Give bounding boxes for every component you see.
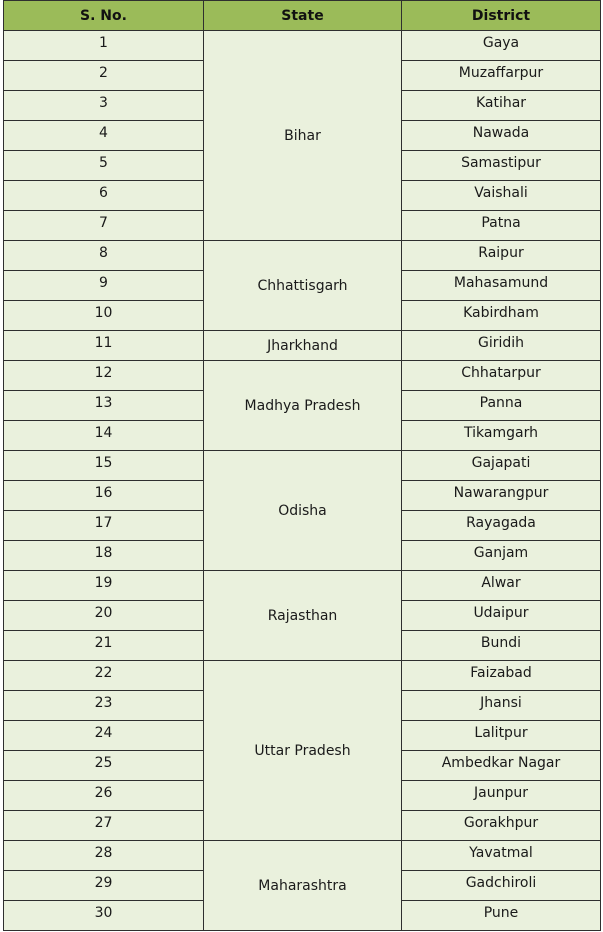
serial-number-cell: 25 bbox=[4, 751, 204, 781]
serial-number-cell: 13 bbox=[4, 391, 204, 421]
district-cell: Yavatmal bbox=[402, 841, 601, 871]
state-cell: Jharkhand bbox=[204, 331, 402, 361]
district-cell: Patna bbox=[402, 211, 601, 241]
district-cell: Chhatarpur bbox=[402, 361, 601, 391]
serial-number-cell: 9 bbox=[4, 271, 204, 301]
district-cell: Nawada bbox=[402, 121, 601, 151]
district-cell: Muzaffarpur bbox=[402, 61, 601, 91]
district-cell: Vaishali bbox=[402, 181, 601, 211]
district-cell: Katihar bbox=[402, 91, 601, 121]
districts-table bbox=[3, 0, 601, 931]
district-cell: Mahasamund bbox=[402, 271, 601, 301]
table-row bbox=[4, 841, 601, 871]
serial-number-cell: 27 bbox=[4, 811, 204, 841]
district-cell: Jhansi bbox=[402, 691, 601, 721]
serial-number-cell: 18 bbox=[4, 541, 204, 571]
district-cell: Gorakhpur bbox=[402, 811, 601, 841]
serial-number-cell: 29 bbox=[4, 871, 204, 901]
district-cell: Bundi bbox=[402, 631, 601, 661]
table-row bbox=[4, 361, 601, 391]
state-cell: Rajasthan bbox=[204, 571, 402, 661]
header-district: District bbox=[402, 1, 601, 31]
serial-number-cell: 16 bbox=[4, 481, 204, 511]
district-cell: Alwar bbox=[402, 571, 601, 601]
state-cell: Uttar Pradesh bbox=[204, 661, 402, 841]
serial-number-cell: 17 bbox=[4, 511, 204, 541]
table-row bbox=[4, 331, 601, 361]
district-cell: Jaunpur bbox=[402, 781, 601, 811]
table-row bbox=[4, 661, 601, 691]
serial-number-cell: 20 bbox=[4, 601, 204, 631]
serial-number-cell: 26 bbox=[4, 781, 204, 811]
serial-number-cell: 14 bbox=[4, 421, 204, 451]
serial-number-cell: 6 bbox=[4, 181, 204, 211]
serial-number-cell: 21 bbox=[4, 631, 204, 661]
serial-number-cell: 19 bbox=[4, 571, 204, 601]
table-row bbox=[4, 571, 601, 601]
serial-number-cell: 11 bbox=[4, 331, 204, 361]
district-cell: Gadchiroli bbox=[402, 871, 601, 901]
district-cell: Giridih bbox=[402, 331, 601, 361]
serial-number-cell: 4 bbox=[4, 121, 204, 151]
district-cell: Ganjam bbox=[402, 541, 601, 571]
serial-number-cell: 23 bbox=[4, 691, 204, 721]
serial-number-cell: 12 bbox=[4, 361, 204, 391]
district-cell: Faizabad bbox=[402, 661, 601, 691]
district-cell: Nawarangpur bbox=[402, 481, 601, 511]
header-row bbox=[4, 1, 601, 31]
district-cell: Pune bbox=[402, 901, 601, 931]
serial-number-cell: 30 bbox=[4, 901, 204, 931]
serial-number-cell: 3 bbox=[4, 91, 204, 121]
header-s-no: S. No. bbox=[4, 1, 204, 31]
state-cell: Odisha bbox=[204, 451, 402, 571]
state-cell: Bihar bbox=[204, 31, 402, 241]
table-row bbox=[4, 451, 601, 481]
state-cell: Chhattisgarh bbox=[204, 241, 402, 331]
district-cell: Lalitpur bbox=[402, 721, 601, 751]
state-cell: Maharashtra bbox=[204, 841, 402, 931]
table-row bbox=[4, 31, 601, 61]
table-row bbox=[4, 241, 601, 271]
district-cell: Tikamgarh bbox=[402, 421, 601, 451]
district-cell: Gaya bbox=[402, 31, 601, 61]
district-cell: Raipur bbox=[402, 241, 601, 271]
district-cell: Panna bbox=[402, 391, 601, 421]
serial-number-cell: 22 bbox=[4, 661, 204, 691]
serial-number-cell: 5 bbox=[4, 151, 204, 181]
district-cell: Samastipur bbox=[402, 151, 601, 181]
district-cell: Ambedkar Nagar bbox=[402, 751, 601, 781]
district-cell: Udaipur bbox=[402, 601, 601, 631]
serial-number-cell: 10 bbox=[4, 301, 204, 331]
header-state: State bbox=[204, 1, 402, 31]
serial-number-cell: 28 bbox=[4, 841, 204, 871]
serial-number-cell: 15 bbox=[4, 451, 204, 481]
state-cell: Madhya Pradesh bbox=[204, 361, 402, 451]
district-cell: Rayagada bbox=[402, 511, 601, 541]
district-cell: Gajapati bbox=[402, 451, 601, 481]
serial-number-cell: 1 bbox=[4, 31, 204, 61]
district-cell: Kabirdham bbox=[402, 301, 601, 331]
serial-number-cell: 2 bbox=[4, 61, 204, 91]
serial-number-cell: 24 bbox=[4, 721, 204, 751]
serial-number-cell: 7 bbox=[4, 211, 204, 241]
table-body bbox=[4, 31, 601, 931]
districts-table-container bbox=[3, 0, 601, 931]
serial-number-cell: 8 bbox=[4, 241, 204, 271]
